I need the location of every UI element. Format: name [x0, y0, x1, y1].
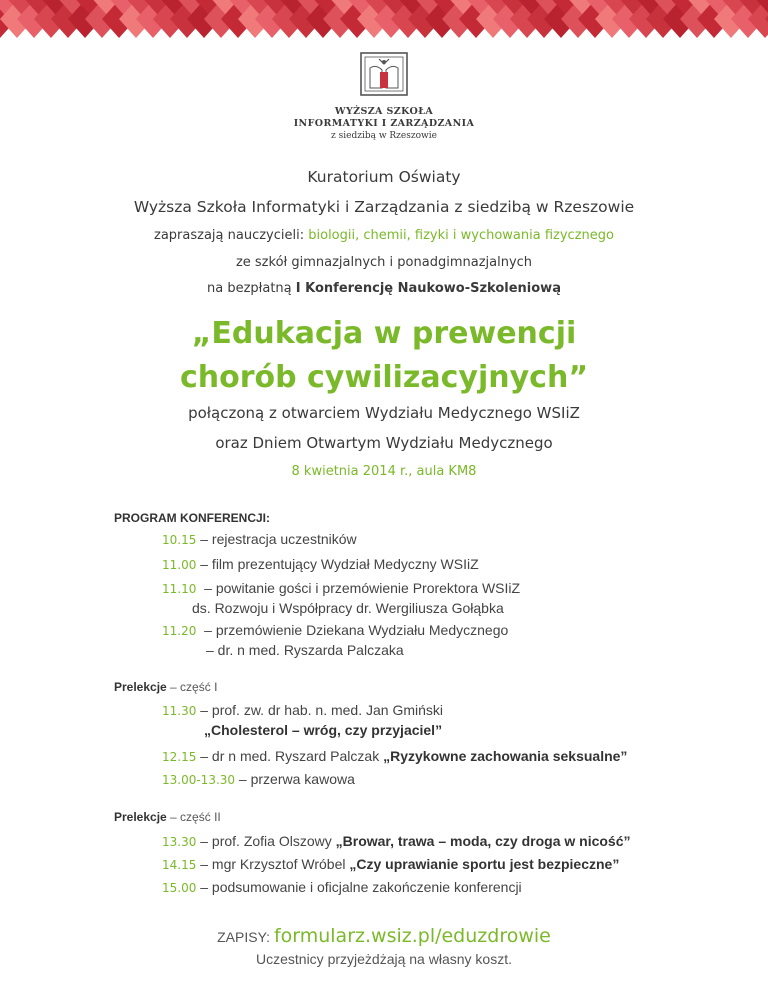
lectures-section-1 — [114, 680, 217, 694]
signup-link[interactable]: formularz.wsiz.pl/eduzdrowie — [273, 925, 551, 947]
school-logo — [0, 50, 768, 142]
item-text: – dr n med. Ryszard Palczak — [196, 748, 384, 764]
section-label: Prelekcje — [114, 810, 167, 824]
item-time: 12.15 — [162, 750, 197, 764]
organizer-2: Wyższa Szkoła Informatyki i Zarządzania z siedzibą w Rzeszowie — [133, 198, 635, 216]
invitation-prefix: zapraszają nauczycieli: — [154, 228, 309, 243]
school-crest-icon — [358, 50, 410, 98]
item-text: – podsumowanie i oficjalne zakończenie konferencji — [196, 879, 522, 895]
signup-line — [0, 925, 768, 947]
item-text: – rejestracja uczestników — [196, 531, 357, 547]
item-text-2: – dr. n med. Ryszarda Palczaka — [206, 642, 404, 658]
item-text: – prof. zw. dr hab. n. med. Jan Gmiński — [196, 702, 444, 718]
cost-note: Uczestnicy przyjeżdżają na własny koszt. — [256, 951, 512, 967]
lectures-section-2 — [114, 810, 221, 824]
item-time: 13.30 — [162, 835, 197, 849]
lecture-item — [162, 770, 355, 790]
diamond-pattern — [0, 0, 768, 38]
subtitle-line-1: połączoną z otwarciem Wydziału Medycznego WSIiZ — [188, 404, 580, 422]
program-item — [162, 621, 508, 660]
lecture-title: „Czy uprawianie sportu jest bezpieczne” — [349, 856, 620, 872]
lecture-item — [162, 855, 619, 875]
lecture-item — [162, 832, 631, 852]
subtitle-line-2: oraz Dniem Otwartym Wydziału Medycznego — [215, 434, 553, 452]
signup-label: ZAPISY: — [217, 929, 274, 945]
program-item — [162, 555, 479, 575]
item-text: – powitanie gości i przemówienie Prorektora WSIiZ — [196, 580, 521, 596]
conference-name: I Konferencję Naukowo-Szkoleniową — [295, 281, 561, 296]
conference-prefix: na bezpłatną — [207, 281, 296, 296]
item-time: 11.20 — [162, 624, 197, 638]
lecture-item — [162, 701, 443, 740]
item-time: 11.30 — [162, 704, 197, 718]
item-text-2: ds. Rozwoju i Współpracy dr. Wergiliusza Gołąbka — [192, 600, 504, 616]
section-part: – część II — [166, 810, 221, 824]
decorative-banner — [0, 0, 768, 38]
title-line-1: „Edukacja w prewencji — [191, 316, 577, 351]
lecture-title: „Browar, trawa – moda, czy droga w nicość” — [335, 833, 631, 849]
section-part: – część I — [166, 680, 218, 694]
item-text: – przerwa kawowa — [235, 771, 355, 787]
item-text: – prof. Zofia Olszowy — [196, 833, 336, 849]
item-time: 11.00 — [162, 558, 197, 572]
lecture-item — [162, 878, 522, 898]
program-item — [162, 579, 520, 618]
lecture-title: „Ryzykowne zachowania seksualne” — [383, 748, 628, 764]
item-text: – przemówienie Dziekana Wydziału Medycznego — [196, 622, 509, 638]
item-time: 10.15 — [162, 533, 197, 547]
lecture-item — [162, 747, 627, 767]
item-time: 15.00 — [162, 881, 197, 895]
item-time: 14.15 — [162, 858, 197, 872]
main-title — [0, 312, 768, 400]
section-label: Prelekcje — [114, 680, 167, 694]
item-time: 13.00-13.30 — [162, 773, 236, 787]
program-item — [162, 530, 357, 550]
logo-line-2: INFORMATYKI I ZARZĄDZANIA — [293, 118, 475, 129]
lecture-title: „Cholesterol – wróg, czy przyjaciel” — [204, 722, 443, 738]
event-date: 8 kwietnia 2014 r., aula KM8 — [291, 464, 477, 479]
logo-line-1: WYŻSZA SZKOŁA — [334, 106, 434, 117]
item-time: 11.10 — [162, 582, 197, 596]
item-text: – film prezentujący Wydział Medyczny WSIiZ — [196, 556, 479, 572]
logo-line-3: z siedzibą w Rzeszowie — [331, 131, 437, 141]
program-heading: PROGRAM KONFERENCJI: — [114, 511, 271, 525]
item-text: – mgr Krzysztof Wróbel — [196, 856, 350, 872]
schools-line: ze szkół gimnazjalnych i ponadgimnazjalnych — [235, 255, 533, 270]
conference-line — [0, 281, 768, 296]
invitation-line — [0, 228, 768, 243]
organizer-1: Kuratorium Oświaty — [307, 168, 461, 186]
invitation-subjects: biologii, chemii, fizyki i wychowania fizycznego — [308, 228, 614, 243]
title-line-2: chorób cywilizacyjnych” — [179, 360, 589, 395]
